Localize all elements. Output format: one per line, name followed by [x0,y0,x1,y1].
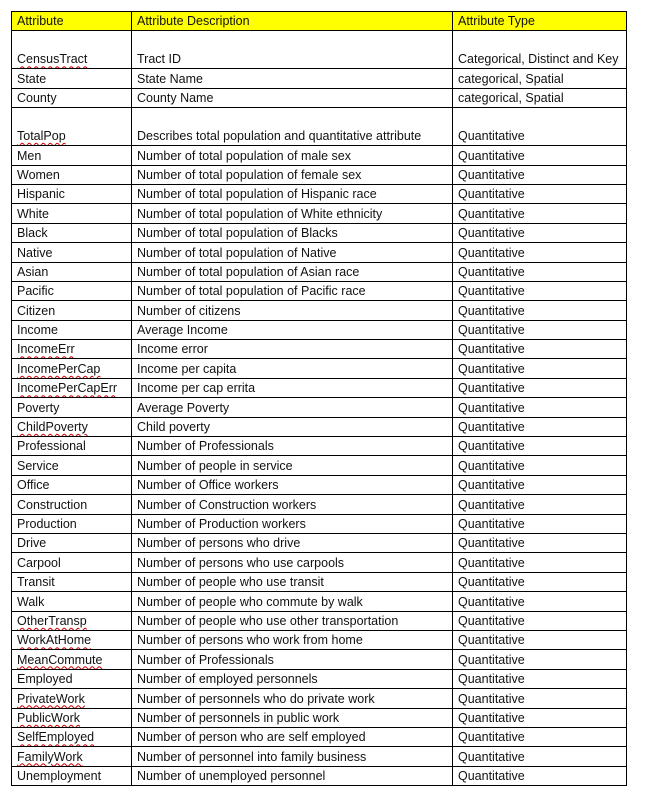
attribute-cell [12,108,132,146]
attribute-name: Income [17,323,58,338]
attribute-name: Drive [17,536,47,551]
type-cell: Quantitative [453,727,627,746]
description-cell: Number of persons who drive [132,533,453,552]
attribute-cell [12,359,132,378]
table-row [12,223,627,242]
attribute-name: Service [17,458,59,473]
attribute-name: IncomePerCap [17,361,101,376]
attribute-name: Unemployment [17,769,102,784]
attribute-cell [12,378,132,397]
description-cell: Number of Office workers [132,475,453,494]
attribute-name: MeanCommute [17,652,103,667]
type-cell: Quantitative [453,669,627,688]
attribute-cell [12,88,132,107]
type-cell: Quantitative [453,301,627,320]
description-cell: Number of total population of Hispanic race [132,184,453,203]
attribute-name: Transit [17,575,55,590]
description-cell: Number of Professionals [132,650,453,669]
type-cell: Quantitative [453,184,627,203]
table-row [12,204,627,223]
attribute-cell [12,650,132,669]
attribute-name: Native [17,245,53,260]
attribute-cell [12,204,132,223]
type-cell: Quantitative [453,689,627,708]
table-row [12,592,627,611]
attribute-name: Office [17,478,50,493]
type-cell: Quantitative [453,475,627,494]
attribute-cell [12,184,132,203]
type-cell: Quantitative [453,495,627,514]
attribute-name: WorkAtHome [17,633,92,648]
attribute-name: Asian [17,264,49,279]
type-cell: Quantitative [453,204,627,223]
attribute-name: County [17,91,57,106]
description-cell: Number of personnels who do private work [132,689,453,708]
table-row [12,747,627,766]
description-cell: County Name [132,88,453,107]
table-row [12,669,627,688]
attribute-name: Citizen [17,303,56,318]
type-cell: Categorical, Distinct and Key [453,31,627,69]
description-cell: Number of unemployed personnel [132,766,453,785]
attribute-name: Professional [17,439,86,454]
description-cell: Number of personnels in public work [132,708,453,727]
header-type: Attribute Type [453,12,627,31]
attribute-cell [12,533,132,552]
attribute-name: TotalPop [17,129,66,144]
attribute-cell [12,611,132,630]
type-cell: Quantitative [453,262,627,281]
description-cell: Number of Construction workers [132,495,453,514]
attribute-name: CensusTract [17,52,88,67]
attribute-cell [12,630,132,649]
description-cell: Income per cap errita [132,378,453,397]
table-row [12,262,627,281]
type-cell: Quantitative [453,553,627,572]
table-row [12,456,627,475]
description-cell: Number of Production workers [132,514,453,533]
table-row [12,630,627,649]
description-cell: Number of people in service [132,456,453,475]
attribute-name: Pacific [17,284,54,299]
type-cell: categorical, Spatial [453,88,627,107]
description-cell: Average Poverty [132,398,453,417]
type-cell: Quantitative [453,398,627,417]
attribute-cell [12,553,132,572]
attribute-cell [12,708,132,727]
description-cell: Number of total population of Native [132,243,453,262]
description-cell: Number of citizens [132,301,453,320]
attribute-name: Employed [17,672,73,687]
attribute-table [11,11,627,786]
attribute-name: ChildPoverty [17,420,88,435]
type-cell: Quantitative [453,417,627,436]
description-cell: Average Income [132,320,453,339]
table-body [12,31,627,786]
attribute-cell [12,262,132,281]
attribute-cell [12,475,132,494]
attribute-name: Poverty [17,400,60,415]
type-cell: Quantitative [453,165,627,184]
attribute-cell [12,592,132,611]
attribute-cell [12,437,132,456]
description-cell: Number of person who are self employed [132,727,453,746]
table-row [12,689,627,708]
table-row [12,31,627,69]
attribute-cell [12,320,132,339]
attribute-cell [12,689,132,708]
attribute-cell [12,69,132,88]
attribute-name: IncomePerCapErr [17,381,118,396]
attribute-cell [12,281,132,300]
table-row [12,301,627,320]
attribute-name: PublicWork [17,710,80,725]
description-cell: Number of persons who use carpools [132,553,453,572]
table-row [12,69,627,88]
description-cell: State Name [132,69,453,88]
type-cell: Quantitative [453,572,627,591]
table-row [12,243,627,262]
table-row [12,572,627,591]
attribute-cell [12,398,132,417]
description-cell: Describes total population and quantitative attribute [132,108,453,146]
attribute-name: FamilyWork [17,749,83,764]
attribute-cell [12,417,132,436]
table-row [12,708,627,727]
table-row [12,165,627,184]
table-row [12,495,627,514]
table-row [12,184,627,203]
table-row [12,475,627,494]
attribute-name: IncomeErr [17,342,75,357]
description-cell: Number of Professionals [132,437,453,456]
description-cell: Number of people who use other transportation [132,611,453,630]
description-cell: Tract ID [132,31,453,69]
description-cell: Income per capita [132,359,453,378]
type-cell: Quantitative [453,281,627,300]
type-cell: categorical, Spatial [453,69,627,88]
attribute-name: Production [17,516,77,531]
type-cell: Quantitative [453,378,627,397]
table-row [12,650,627,669]
attribute-cell [12,495,132,514]
type-cell: Quantitative [453,592,627,611]
attribute-name: Hispanic [17,187,65,202]
table-row [12,320,627,339]
description-cell: Number of total population of Pacific race [132,281,453,300]
attribute-cell [12,301,132,320]
type-cell: Quantitative [453,108,627,146]
attribute-cell [12,766,132,785]
type-cell: Quantitative [453,340,627,359]
attribute-cell [12,31,132,69]
type-cell: Quantitative [453,437,627,456]
table-row [12,533,627,552]
type-cell: Quantitative [453,747,627,766]
table-row [12,727,627,746]
table-row [12,766,627,785]
type-cell: Quantitative [453,611,627,630]
table-row [12,437,627,456]
attribute-cell [12,340,132,359]
table-row [12,108,627,146]
table-row [12,146,627,165]
attribute-name: PrivateWork [17,691,85,706]
attribute-cell [12,243,132,262]
attribute-name: SelfEmployed [17,730,95,745]
type-cell: Quantitative [453,223,627,242]
table-row [12,359,627,378]
type-cell: Quantitative [453,456,627,475]
attribute-name: Construction [17,497,88,512]
attribute-cell [12,146,132,165]
attribute-cell [12,572,132,591]
type-cell: Quantitative [453,630,627,649]
header-description: Attribute Description [132,12,453,31]
description-cell: Number of total population of Asian race [132,262,453,281]
description-cell: Income error [132,340,453,359]
attribute-name: Men [17,148,42,163]
description-cell: Number of employed personnels [132,669,453,688]
type-cell: Quantitative [453,243,627,262]
table-row [12,553,627,572]
attribute-cell [12,514,132,533]
attribute-cell [12,669,132,688]
description-cell: Number of personnel into family business [132,747,453,766]
attribute-cell [12,223,132,242]
description-cell: Child poverty [132,417,453,436]
type-cell: Quantitative [453,359,627,378]
header-attribute: Attribute [12,12,132,31]
attribute-cell [12,747,132,766]
description-cell: Number of total population of Blacks [132,223,453,242]
type-cell: Quantitative [453,708,627,727]
description-cell: Number of total population of male sex [132,146,453,165]
table-row [12,514,627,533]
attribute-name: Women [17,167,60,182]
attribute-name: Black [17,226,48,241]
attribute-name: Carpool [17,555,61,570]
table-row [12,611,627,630]
type-cell: Quantitative [453,146,627,165]
attribute-name: OtherTransp [17,613,87,628]
attribute-cell [12,727,132,746]
description-cell: Number of persons who work from home [132,630,453,649]
header-row [12,12,627,31]
attribute-cell [12,456,132,475]
table-row [12,378,627,397]
description-cell: Number of total population of White ethnicity [132,204,453,223]
type-cell: Quantitative [453,514,627,533]
table-row [12,88,627,107]
type-cell: Quantitative [453,650,627,669]
type-cell: Quantitative [453,766,627,785]
table-row [12,398,627,417]
table-row [12,417,627,436]
description-cell: Number of people who use transit [132,572,453,591]
type-cell: Quantitative [453,320,627,339]
attribute-name: State [17,71,47,86]
description-cell: Number of people who commute by walk [132,592,453,611]
attribute-cell [12,165,132,184]
table-row [12,340,627,359]
type-cell: Quantitative [453,533,627,552]
description-cell: Number of total population of female sex [132,165,453,184]
attribute-name: White [17,206,49,221]
table-row [12,281,627,300]
attribute-name: Walk [17,594,45,609]
